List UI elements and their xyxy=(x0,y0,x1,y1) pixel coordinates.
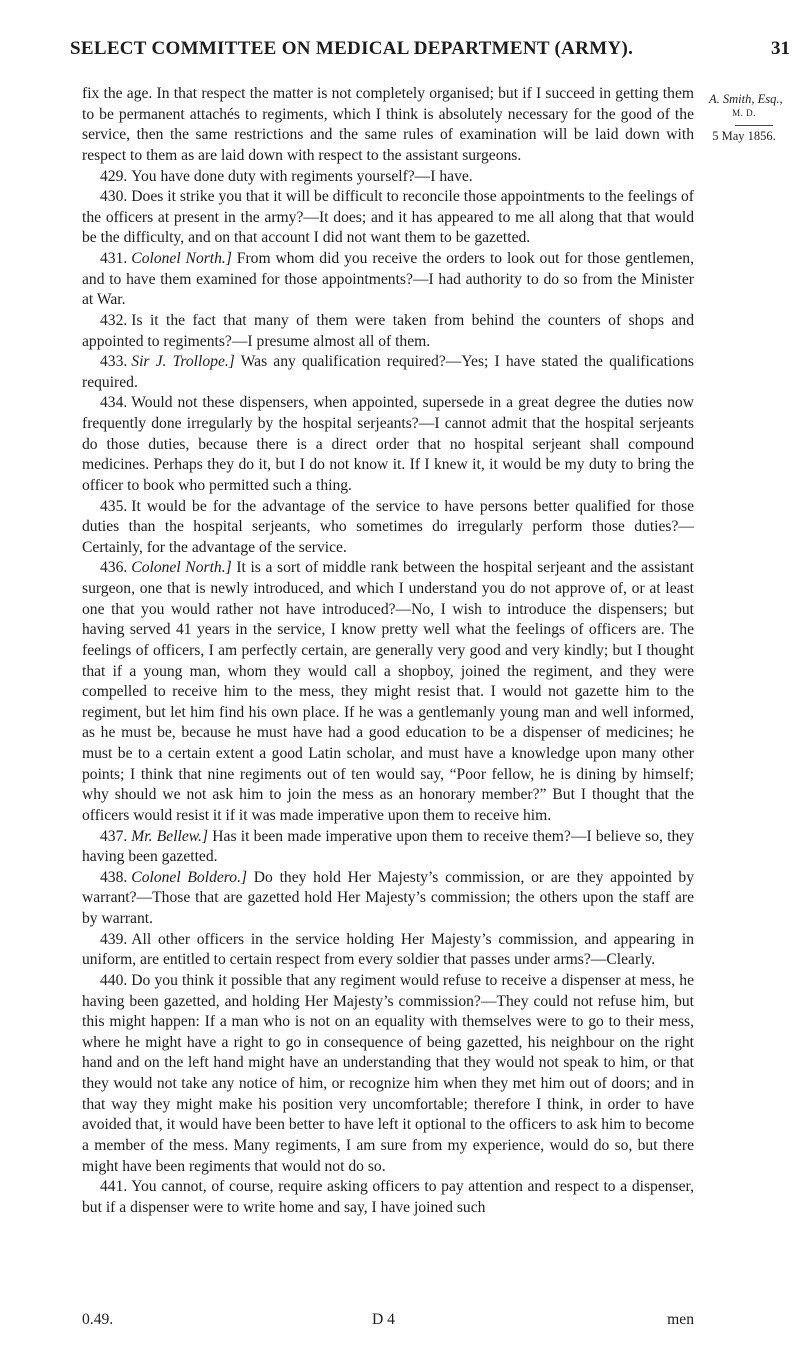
question-number: 437. xyxy=(100,827,128,845)
question-text: It is a sort of middle rank between the hospital serjeant and the assistant surgeon, one that is newly introduced, and which I understand you do not approve of, or at least one that you would rather not have introduced?—No, I wish to introduce the dispensers; but having served 41 years in the service, I know pretty well what the feelings of officers are. The feelings of officers, I am perfectly certain, are generally very good and very kindly; but I thought that if a young man, whom they would call a shopboy, joined the regiment, and they were compelled to receive him to the mess, they might resist that. I would not gazette him to the regiment, but let him find his own place. If he was a gentlemanly young man and well informed, as he must be, because he must have had a good education to be a dispenser of medicines; he must be to a certain extent a good Latin scholar, and must have a knowledge upon many other points; I think that nine regiments out of ten would say, “Poor fellow, he is dining by himself; why should we not ask him to join the mess as an honorary member?” But I thought that the officers would resist it if it was made imperative upon them to receive him. xyxy=(82,559,695,824)
witness-degree: M. D. xyxy=(732,108,756,118)
question-paragraph xyxy=(82,393,694,496)
question-text: Would not these dispensers, when appointed, supersede in a great degree the duties now frequently done irregularly by the hospital serjeants?—I cannot admit that the hospital serjeants do those duties, because there is a direct order that no hospital serjeant shall compound medicines. Perhaps they do it, but I do not know it. If I knew it, it would be my duty to bring the officer to book who permitted such a thing. xyxy=(82,394,694,494)
margin-rule xyxy=(735,125,773,126)
paper-number: 0.49. xyxy=(82,1311,114,1328)
question-paragraph xyxy=(82,497,694,559)
question-text: Was any qualification required?—Yes; I have stated the qualifications required. xyxy=(82,353,694,391)
question-paragraph xyxy=(82,827,694,868)
question-text: Is it the fact that many of them were taken from behind the counters of shops and appointed to regiments?—I presume almost all of them. xyxy=(82,311,694,350)
question-number: 430. xyxy=(100,188,128,206)
question-number: 429. xyxy=(100,167,128,185)
question-paragraph xyxy=(82,249,694,311)
question-number: 439. xyxy=(100,930,128,948)
question-text: All other officers in the service holding Her Majesty’s commission, and appearing in uniform, are entitled to certain respect from every soldier that passes under arms?—Clearly. xyxy=(82,930,694,969)
question-number: 436. xyxy=(100,559,128,577)
questioner-name: Colonel North.] xyxy=(131,559,232,577)
question-text: Has it been made imperative upon them to receive them?—I believe so, they having been gazetted. xyxy=(82,827,694,866)
questioner-name: Colonel North.] xyxy=(131,250,232,267)
question-paragraph xyxy=(82,352,694,393)
questioner-name: Colonel Boldero.] xyxy=(131,868,248,886)
evidence-date: 5 May 1856. xyxy=(712,129,776,143)
signature-mark: D 4 xyxy=(372,1311,395,1328)
question-number: 431. xyxy=(100,250,128,267)
running-header xyxy=(70,38,790,60)
question-text: fix the age. In that respect the matter is not completely organised; but if I succeed in getting them to be permanent attachés to regiments, which I think is absolutely necessary for the good of the service, then the same restrictions and the same rules of examination will be laid down with respect to them as are laid down with respect to the assistant surgeons. xyxy=(82,85,694,164)
question-paragraph xyxy=(82,930,694,971)
question-paragraph xyxy=(82,971,694,1177)
question-text: It would be for the advantage of the service to have persons better qualified for those duties than the hospital serjeants, who sometimes do irregularly perform those duties?—Certainly, for the advantage of the service. xyxy=(82,497,694,556)
question-number: 438. xyxy=(100,868,128,886)
question-paragraph xyxy=(82,558,694,826)
question-text: Do they hold Her Majesty’s commission, or are they appointed by warrant?—Those that are gazetted hold Her Majesty’s commission; the others upon the staff are by warrant. xyxy=(82,868,694,927)
question-number: 433. xyxy=(100,353,128,371)
catchword: men xyxy=(667,1311,694,1328)
question-paragraph xyxy=(82,311,694,352)
question-text: Does it strike you that it will be difficult to reconcile those appointments to the feelings of the officers at present in the army?—It does; and it has appeared to me all along that that would be the difficulty, and on that account I did not want them to be gazetted. xyxy=(82,188,694,247)
question-paragraph xyxy=(82,84,694,167)
question-paragraph xyxy=(82,868,694,930)
witness-name: A. Smith, Esq., xyxy=(709,92,783,106)
question-number: 441. xyxy=(100,1178,128,1196)
running-title: SELECT COMMITTEE ON MEDICAL DEPARTMENT (ARMY). xyxy=(70,38,634,59)
question-number: 434. xyxy=(100,394,128,412)
evidence-text xyxy=(82,84,694,1218)
question-text: You have done duty with regiments yourself?—I have. xyxy=(131,167,473,185)
question-paragraph xyxy=(82,187,694,249)
margin-note xyxy=(709,92,799,143)
questioner-name: Mr. Bellew.] xyxy=(131,827,209,845)
question-paragraph xyxy=(82,1177,694,1218)
question-number: 432. xyxy=(100,311,128,329)
question-number: 440. xyxy=(100,971,128,989)
question-text: You cannot, of course, require asking officers to pay attention and respect to a dispenser, but if a dispenser were to write home and say, I have joined such xyxy=(82,1178,694,1216)
question-text: From whom did you receive the orders to look out for those gentlemen, and to have them examined for those appointments?—I had authority to do so from the Minister at War. xyxy=(82,250,695,309)
question-text: Do you think it possible that any regiment would refuse to receive a dispenser at mess, he having been gazetted, and holding Her Majesty’s commission?—They could not refuse him, but this might happen: If a man who is not on an equality with themselves were to go to their mess, where he might have a right to go in consequence of being gazetted, his neighbour on the right hand and on the left hand might have an understanding that they would not speak to him, or that they would not take any notice of him, or recognize him when they met him out of doors; and in that way they might make his position very uncomfortable; therefore I think, in order to have avoided that, it would have been better to have left it optional to the officers to ask him to become a member of the mess. Many regiments, I am sure from my experience, would do so, but there might have been regiments that would not do so. xyxy=(82,971,694,1175)
question-paragraph xyxy=(82,167,694,188)
question-number: 435. xyxy=(100,497,128,515)
page-number: 31 xyxy=(771,38,790,59)
questioner-name: Sir J. Trollope.] xyxy=(131,353,235,371)
